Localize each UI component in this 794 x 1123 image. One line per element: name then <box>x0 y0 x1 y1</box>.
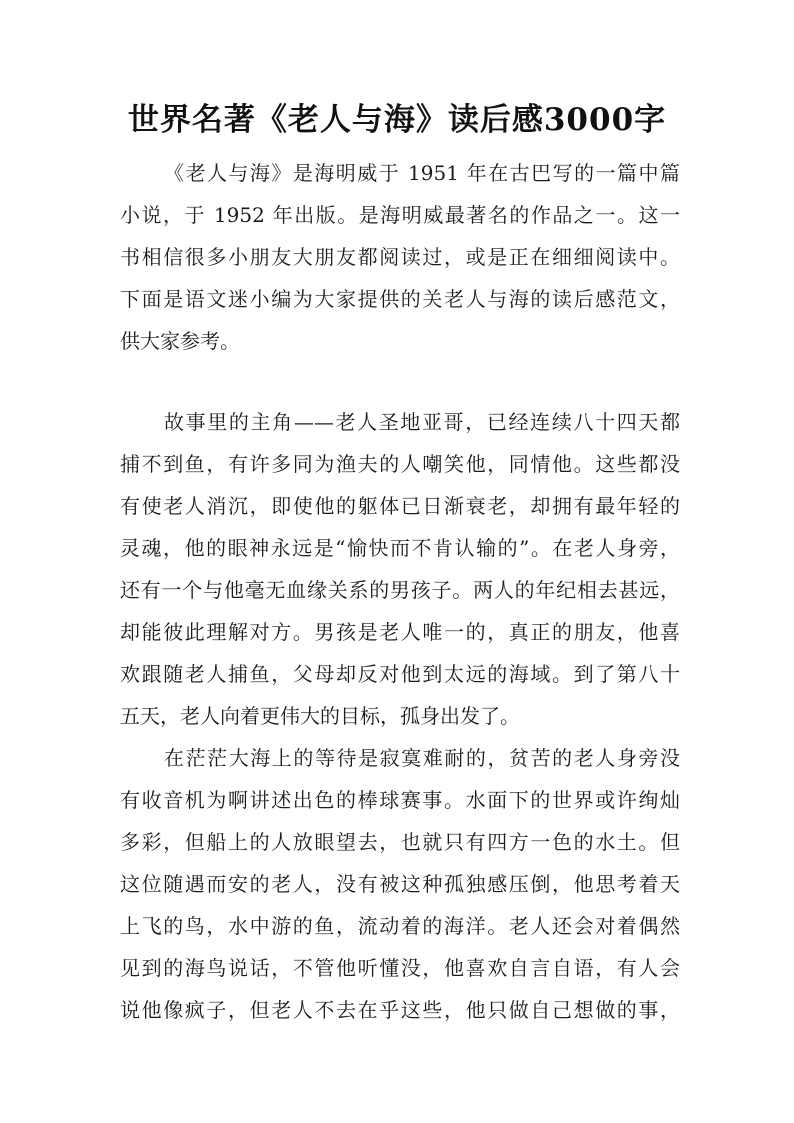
paragraph-line: 还有一个与他毫无血缘关系的男孩子。两人的年纪相去甚远， <box>120 578 680 602</box>
paragraph-line: 小说，于 1952 年出版。是海明威最著名的作品之一。这一 <box>120 203 680 227</box>
paragraph-line: 有收音机为啊讲述出色的棒球赛事。水面下的世界或许绚灿 <box>120 788 680 812</box>
paragraph-line: 捕不到鱼，有许多同为渔夫的人嘲笑他，同情他。这些都没 <box>120 452 680 476</box>
paragraph-line: 上飞的鸟，水中游的鱼，流动着的海洋。老人还会对着偶然 <box>120 914 680 938</box>
paragraph-line: 灵魂，他的眼神永远是“愉快而不肯认输的”。在老人身旁， <box>120 536 680 560</box>
paragraph-line: 却能彼此理解对方。男孩是老人唯一的，真正的朋友，他喜 <box>120 620 680 644</box>
paragraph-line: 下面是语文迷小编为大家提供的关老人与海的读后感范文， <box>120 287 680 311</box>
paragraph-line: 这位随遇而安的老人，没有被这种孤独感压倒，他思考着天 <box>120 872 680 896</box>
paragraph-line: 有使老人消沉，即使他的躯体已日渐衰老，却拥有最年轻的 <box>120 494 680 518</box>
paragraph-line: 五天，老人向着更伟大的目标，孤身出发了。 <box>120 704 520 728</box>
paragraph-line: 说他像疯子，但老人不去在乎这些，他只做自己想做的事， <box>120 998 680 1022</box>
paragraph-line: 《老人与海》是海明威于 1951 年在古巴写的一篇中篇 <box>164 161 680 185</box>
paragraph-line: 见到的海鸟说话，不管他听懂没，他喜欢自言自语，有人会 <box>120 956 680 980</box>
paragraph-line: 故事里的主角——老人圣地亚哥，已经连续八十四天都 <box>164 410 680 434</box>
paragraph-line: 欢跟随老人捕鱼，父母却反对他到太远的海域。到了第八十 <box>120 662 680 686</box>
paragraph-line: 书相信很多小朋友大朋友都阅读过，或是正在细细阅读中。 <box>120 245 680 269</box>
paragraph-line: 多彩，但船上的人放眼望去，也就只有四方一色的水土。但 <box>120 830 680 854</box>
document-title: 世界名著《老人与海》读后感3000字 <box>127 102 667 138</box>
paragraph-line: 供大家参考。 <box>120 329 240 353</box>
paragraph-line: 在茫茫大海上的等待是寂寞难耐的，贫苦的老人身旁没 <box>164 746 680 770</box>
